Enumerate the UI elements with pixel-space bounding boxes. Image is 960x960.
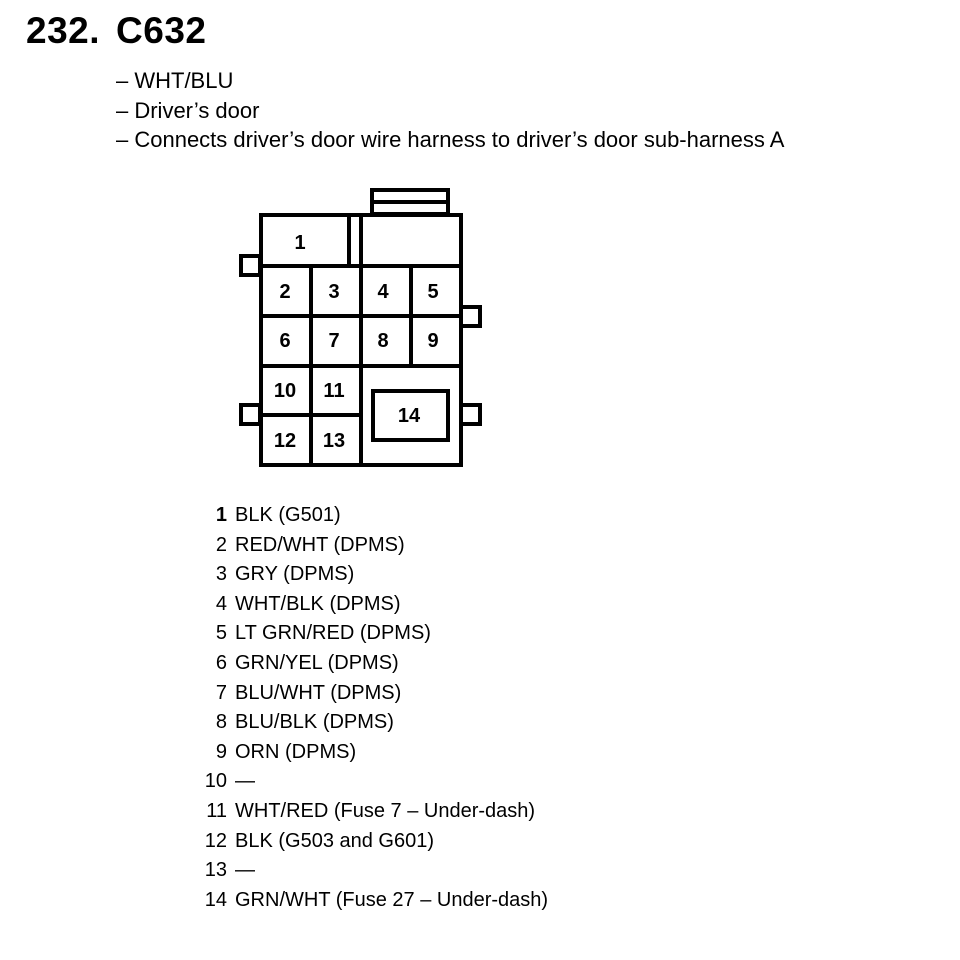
- location-info: – Driver’s door: [116, 97, 260, 123]
- pin-description: WHT/RED (Fuse 7 – Under-dash): [235, 799, 536, 822]
- connection-info: – Connects driver’s door wire harness to driver’s door sub-harness A: [116, 127, 785, 152]
- pin-label: 4: [377, 281, 389, 303]
- connector-id: C632: [116, 10, 207, 51]
- pin-number: 8: [215, 711, 227, 734]
- side-tab: [241, 405, 260, 424]
- pin-list: [195, 501, 548, 915]
- pin-number: 10: [204, 770, 227, 793]
- pin-description: GRN/WHT (Fuse 27 – Under-dash): [235, 888, 549, 911]
- pin-description: GRY (DPMS): [235, 563, 355, 586]
- pin-number: 11: [206, 799, 227, 822]
- pin-number: 7: [215, 681, 227, 704]
- pin-label: 5: [427, 281, 439, 303]
- pin-description: BLK (G501): [235, 504, 341, 526]
- pin-description: LT GRN/RED (DPMS): [235, 622, 431, 645]
- pin-description: —: [235, 770, 255, 793]
- side-tab: [461, 405, 480, 424]
- pin-description: WHT/BLK (DPMS): [235, 592, 401, 615]
- pin-number: 9: [215, 740, 227, 763]
- pin-list-item: [195, 797, 548, 827]
- side-tab: [461, 307, 480, 326]
- pin-description: GRN/YEL (DPMS): [235, 651, 399, 674]
- pin-label: 8: [377, 330, 389, 352]
- pin-list-item: [195, 560, 548, 590]
- pin-description: RED/WHT (DPMS): [235, 533, 405, 556]
- pin-list-item: [195, 531, 548, 561]
- pin-description: ORN (DPMS): [235, 740, 357, 763]
- pin-number: 4: [215, 592, 227, 615]
- pin-list-item: [195, 827, 548, 857]
- pin-description: BLK (G503 and G601): [235, 829, 435, 852]
- pin-label: 14: [397, 405, 421, 427]
- pin-number: 2: [215, 533, 227, 556]
- pin-description: BLU/WHT (DPMS): [235, 681, 402, 704]
- pin-list-item: [195, 767, 548, 797]
- section-number: 232.: [26, 10, 101, 51]
- pin-label: 10: [273, 380, 297, 402]
- pin-list-item: [195, 708, 548, 738]
- pin-label: 1: [294, 232, 306, 254]
- pin-list-item: [195, 738, 548, 768]
- pin-label: 9: [427, 330, 439, 352]
- pin-label: 12: [273, 430, 297, 452]
- pin-number: 13: [204, 859, 227, 882]
- side-tab: [241, 256, 260, 275]
- pin-number: 14: [204, 888, 227, 911]
- pin-number: 3: [215, 563, 227, 586]
- pin-list-item: [195, 679, 548, 709]
- pin-number: 12: [204, 829, 227, 852]
- wire-color-info: – WHT/BLU: [116, 68, 234, 93]
- pin-label: 3: [328, 281, 340, 303]
- pin-list-item: [195, 590, 548, 620]
- pin-number: 6: [215, 651, 227, 674]
- pin-number: 5: [215, 622, 227, 645]
- pin-list-item: [195, 619, 548, 649]
- pin-description: BLU/BLK (DPMS): [235, 711, 394, 734]
- pin-number: 1: [215, 504, 227, 526]
- pin-description: —: [235, 859, 255, 882]
- pin-label: 11: [323, 380, 345, 402]
- pin-label: 13: [322, 430, 346, 452]
- pin-label: 2: [279, 281, 291, 303]
- pin-label: 7: [328, 330, 340, 352]
- pin-list-item: [195, 856, 548, 886]
- pin-list-item: [195, 501, 548, 531]
- pin-list-item: [195, 886, 548, 916]
- pin-list-item: [195, 649, 548, 679]
- pin-label: 6: [279, 330, 291, 352]
